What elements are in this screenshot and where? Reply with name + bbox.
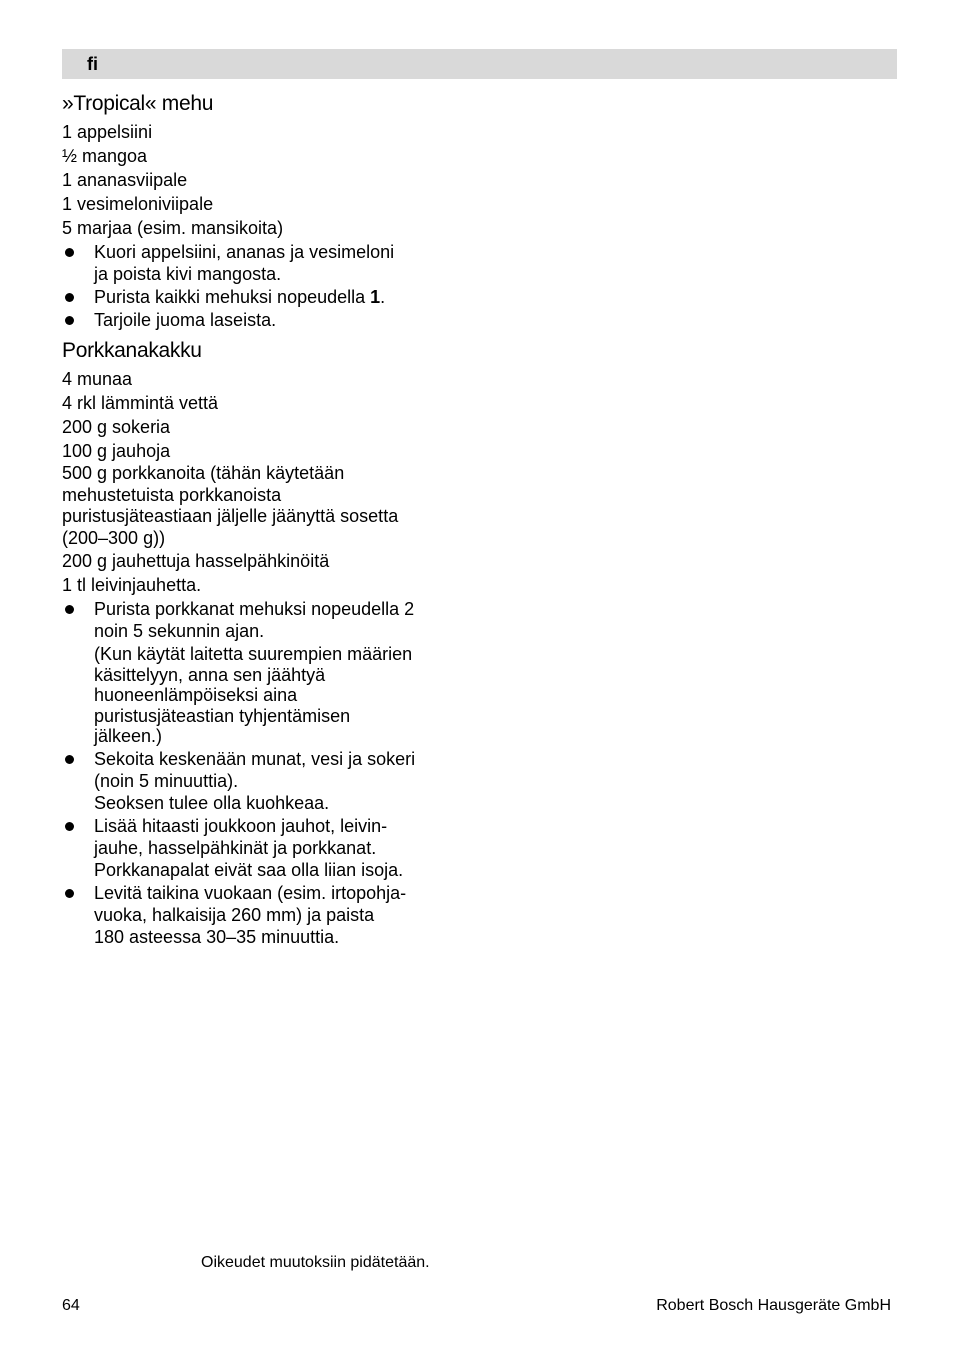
bullet-icon <box>65 293 74 302</box>
ingredient: 200 g jauhettuja hasselpähkinöitä <box>62 551 330 571</box>
step-line: Lisää hitaasti joukkoon jauhot, leivin- <box>94 815 388 836</box>
ingredient: 4 munaa <box>62 369 133 389</box>
ingredient: 1 ananasviipale <box>62 170 188 190</box>
ingredient: mehustetuista porkkanoista <box>62 484 282 505</box>
step-text-end: . <box>380 287 386 307</box>
step <box>62 748 472 814</box>
step-line: noin 5 sekunnin ajan. <box>94 621 265 641</box>
ingredient: 1 vesimeloniviipale <box>62 194 214 214</box>
note-line: jälkeen.) <box>94 726 163 746</box>
ingredient: (200–300 g)) <box>62 527 166 548</box>
ingredient: 4 rkl lämmintä vettä <box>62 393 219 413</box>
page-number: 64 <box>62 1297 80 1314</box>
step <box>62 241 472 285</box>
ingredient: 1 appelsiini <box>62 122 153 142</box>
step-line: Purista porkkanat mehuksi nopeudella 2 <box>94 599 415 619</box>
step-line: Seoksen tulee olla kuohkeaa. <box>94 792 330 813</box>
bullet-icon <box>65 755 74 764</box>
bullet-icon <box>65 605 74 614</box>
step <box>62 598 472 747</box>
step-line: vuoka, halkaisija 260 mm) ja paista <box>94 904 375 925</box>
step <box>62 882 472 948</box>
ingredient: 100 g jauhoja <box>62 441 171 461</box>
step-line <box>94 286 472 308</box>
step-line: jauhe, hasselpähkinät ja porkkanat. <box>94 837 377 858</box>
step-list-tropical <box>62 241 472 331</box>
step-text: Purista kaikki mehuksi nopeudella <box>94 287 371 307</box>
step <box>62 309 472 331</box>
ingredient: puristusjäteastiaan jäljelle jäänyttä sosetta <box>62 506 399 526</box>
ingredient-list-carrot-cake <box>62 367 472 597</box>
step-line: Sekoita keskenään munat, vesi ja sokeri <box>94 748 416 769</box>
ingredient-list-tropical <box>62 120 472 240</box>
step-note <box>94 644 472 747</box>
note-line: huoneenlämpöiseksi aina <box>94 685 298 705</box>
bullet-icon <box>65 822 74 831</box>
step-list-carrot-cake <box>62 598 472 948</box>
ingredient: 1 tl leivinjauhetta. <box>62 575 202 595</box>
recipe-title-carrot-cake: Porkkanakakku <box>62 339 202 362</box>
note-line: puristusjäteastian tyhjentämisen <box>94 705 351 726</box>
speed-number: 1 <box>370 287 381 307</box>
step-line: 180 asteessa 30–35 minuuttia. <box>94 926 340 947</box>
rights-note: Oikeudet muutoksiin pidätetään. <box>201 1254 430 1271</box>
note-line: (Kun käytät laitetta suurempien määrien <box>94 644 413 664</box>
bullet-icon <box>65 248 74 257</box>
ingredient: ½ mangoa <box>62 146 148 166</box>
company-name: Robert Bosch Hausgeräte GmbH <box>656 1297 891 1314</box>
ingredient: 5 marjaa (esim. mansikoita) <box>62 218 284 238</box>
step-line: Tarjoile juoma laseista. <box>94 310 277 330</box>
step-line: Porkkanapalat eivät saa olla liian isoja. <box>94 859 404 880</box>
note-line: käsittelyyn, anna sen jäähtyä <box>94 664 326 685</box>
step <box>62 286 472 308</box>
language-code: fi <box>87 54 98 74</box>
bullet-icon <box>65 316 74 325</box>
ingredient: 200 g sokeria <box>62 417 171 437</box>
step-line: Kuori appelsiini, ananas ja vesimeloni <box>94 242 395 262</box>
recipe-title-tropical: »Tropical« mehu <box>62 92 214 115</box>
bullet-icon <box>65 889 74 898</box>
step-line: ja poista kivi mangosta. <box>94 264 282 284</box>
step-line: (noin 5 minuuttia). <box>94 770 239 791</box>
language-header-bar <box>62 49 897 79</box>
ingredient: 500 g porkkanoita (tähän käytetään <box>62 463 345 483</box>
content-column <box>62 90 472 948</box>
step <box>62 815 472 881</box>
step-line: Levitä taikina vuokaan (esim. irtopohja- <box>94 882 407 903</box>
